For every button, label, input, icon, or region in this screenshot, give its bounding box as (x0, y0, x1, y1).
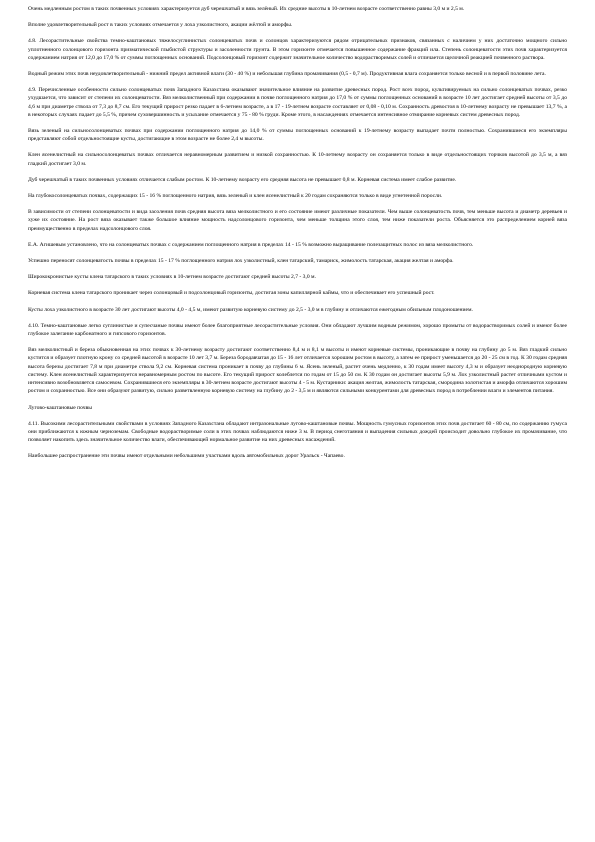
paragraph-elm-birch: Вяз мелколистный и береза обыкновенная на этих почвах к 30-летнему возрасту достигают соответственно 8,4 м и 8,1 м высоты и имеют корневые системы, проникающие в почву на глубину до 5 м. Вяз гладкий сильно кустится и образует плотную крону со средней высотой в возрасте 10 лет 3,7 м. Береза бородавчатая до 15 - 16 лет отличается хорошим ростом в высоту, а затем ее прирост уменьшается до 20 - 25 см в год. К 30 годам средняя высота березы достигает 7,8 м при диаметре ствола 9,2 см. Корневая система проникает в почву до глубины 6 м. Ясень зеленый, растет очень медленно, к 30 годам имеет высоту 4,3 м и образует неоднородную корневую систему. Клен ясенелистный характеризуется неравномерным ростом по высоте. Его текущий прирост колеблется по годам от 15 до 50 см. К 30 годам он достигает высоты 5,9 м. Лох узколистный растет отличными кустом и интенсивно возобновляется самосевом. Сохранившиеся его экземпляры в 30-летнем возрасте достигают высоты 4 - 5 м. Кустарники: акация желтая, жимолость татарская, смородина золотистая и аморфа отличаются хорошим ростом и сохранностью. Все они образуют развитую, сильно разветвленную корневую систему на глубину до 2 - 3,5 м и являются сильными конкурентами для древесных пород в потреблении влаги и элементов питания. (28, 347, 567, 395)
paragraph-agishev: Е.А. Агишевым установлено, что на солонцеватых почвах с содержанием поглощенного натрия в пределах 14 - 15 % возможно выращивание полезащитных полос из вяза мелколистного. (28, 241, 474, 248)
paragraph-satisfactory-growth: Вполне удовлетворительный рост в таких условиях отмечается у лоха узколистного, акации жёлтой и аморфы. (28, 22, 293, 29)
section-heading-meadow-chestnut: Лугово-каштановые почвы (28, 404, 93, 411)
paragraph-tatarian-maple: Ширококронистые кусты клена татарского в таких условиях в 10-летнем возрасте достигают средней высоты 2,7 - 3,0 м. (28, 274, 316, 281)
paragraph-deep-solonetz: На глубокосолонцеватых почвах, содержащих 15 - 16 % поглощенного натрия, вязь зеленый и клен ясенелистный к 20 годам сохраняются только в виде угнетенной поросли. (28, 193, 443, 200)
paragraph-section-4-11: 4.11. Высокими лесорастительными свойствами в условиях Западного Казахстана обладают интразональные лугово-каштановые почвы. Мощность гумусных горизонтов этих почв достигает 60 - 80 см, по содержанию гумуса они приближаются к южным черноземам. Свободные водорастворимые соли в этих почвах наблюдаются ниже 3 м. В период снеготаяния и выпадения сильных дождей происходит довольно глубокое их промачивание, что позволяет накопить здесь значительное количество влаги, обеспечивающей нормальное развитие на них древесных насаждений. (28, 420, 567, 444)
paragraph-box-elder: Клен ясенелистный на сильносолонцеватых почвах отличается неравномерным развитием и низкой сохранностью. К 10-летнему возрасту он сохраняется только в виде отдельностоящих торчков высотой до 3,5 м, а вяз гладкий достигает 3,0 м. (28, 152, 567, 167)
paragraph-section-4-8: 4.8. Лесорастительные свойства темно-каштановых тяжелосуглинистых солонцеватых почв и солонцов характеризуются рядом отрицательных признаков, связанных с наличием у них достаточно мощного сильно уплотненного солонцового горизонта призматической глыбистой структуры и засоленности грунта. В этом горизонте отмечается повышенное содержание фракций ила. Степень солонцеватости этих почв характеризуется содержанием натрия от 12,0 до 17,0 % от суммы поглощенных оснований. Подсолонцовый горизонт содержит значительное количество водорастворимых солей и отличается щелочной реакцией почвенного раствора. (28, 38, 567, 61)
paragraph-salinity-dependence: В зависимости от степени солонцеватости и вида засоления почв средняя высота вяза мелколистного и его состояние имеют различные показатели. Чем выше солонцеватость почв, тем меньше высота и диаметр деревьев и хуже их состояние. На рост вяза оказывает также большое влияние мощность надсолонцового горизонта, чем меньше толщина этого слоя, тем ниже показатели роста. Объясняется это распределением корней вяза преимущественно в пределах надсолонцового слоя. (28, 209, 567, 232)
paragraph-tolerant-species: Успешно переносят солонцеватость почвы в пределах 15 - 17 % поглощенного натрия лох узколистный, клен татарский, тамариск, жимолость татарская, акация желтая и аморфа. (28, 258, 454, 265)
paragraph-maple-roots: Корневая система клена татарского проникает через солонцовый и подсолонцовый горизонты, достигая зоны капиллярной каймы, что и обеспечивает его успешный рост. (28, 290, 435, 297)
paragraph-section-4-10: 4.10. Темно-каштановые легко суглинистые и супесчаные почвы имеют более благоприятные лесорастительные условия. Они обладают лучшим водным режимом, хорошо промыты от водорастворимых солей и имеют более глубокое залегание карбонатного и гипсового горизонтов. (28, 322, 567, 338)
paragraph-english-oak: Дуб черешчатый в таких почвенных условиях отличается слабым ростом. К 10-летнему возрасту его средняя высота не превышает 0,8 м. Корневая система имеет слабое развитие. (28, 176, 457, 183)
paragraph-distribution: Наибольшее распространение эти почвы имеют отдельными небольшими участками вдоль автомобильных дорог Уральск - Чапаево. (28, 453, 345, 460)
paragraph-water-regime: Водный режим этих почв неудовлетворительный - нижний предел активной влаги (30 - 40 %) и небольшая глубина промачивания (0,5 - 0,7 м). Продуктивная влага сохраняется только весной и в первой половине лета. (28, 71, 546, 78)
paragraph-green-ash: Вязь зеленый на сильносолонцеватых почвах при содержании поглощенного натрия до 14,0 % от суммы поглощенных оснований к 19-летнему возрасту выпадает почти полностью. Сохранившиеся его экземпляры представляют собой отдельностоящие кусты, достигающие в этом возрасте не более 2,4 м высоты. (28, 128, 567, 143)
paragraph-section-4-9: 4.9. Перечисленные особенности сильно солонцеватых почв Западного Казахстана оказывают значительное влияние на развитие древесных пород. Рост всех пород, культивируемых на сильно солонцеватых почвах, резко ухудшается, что зависит от степени их солонцеватости. Вяз мелколиственный при содержании в почве поглощенного натрия до 17,0 % от суммы поглощенных оснований в возрасте 10 лет достигает средней высоты от 3,5 до 4,6 м при диаметре ствола от 7,3 до 8,7 см. Его текущий прирост резко падает в 6-летнем возрасте, а в 17 - 19-летнем возрасте составляет от 0,08 - 0,10 м. Сохранность древостоя в 10-летнему возрасту не превышает 13,7 %, а в некоторых случаях падает до 5,5 %, причем суховершинность и усыхание отмечается у 75 - 80 % груди. Кроме этого, в насаждениях отмечается интенсивное отмирание корневых систем древесных пород. (28, 87, 567, 118)
paragraph-oak-growth: Очень медленным ростом в таких почвенных условиях характеризуется дуб черешчатый и вязь зелёный. Их средние высоты в 10-летнем возрасте соответственно равны 3,0 м и 2,5 м. (28, 6, 465, 12)
paragraph-oleaster: Кусты лоха узколистного в возрасте 30 лет достигают высоты 4,0 - 4,5 м, имеют развитую корневую систему до 2,5 - 3,0 м в глубину и отличаются ежегодным обильным плодоношением. (28, 306, 473, 313)
